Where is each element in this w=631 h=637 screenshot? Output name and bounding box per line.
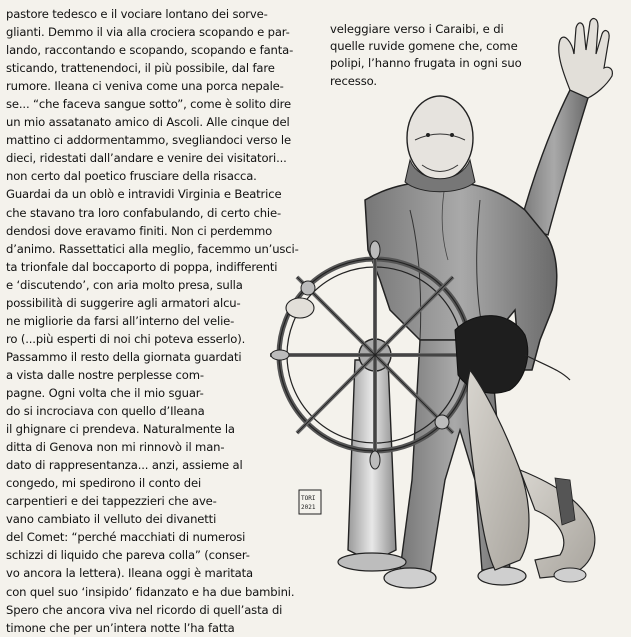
illustration-ship-wheel [270,10,631,621]
left-column-line: pagne. Ogni volta che il mio sguar- [6,385,204,400]
text-column-left [6,5,324,637]
left-column-line: sticando, trattenendoci, il più possibile, dal fare [6,61,275,76]
left-column-line: pastore tedesco e il vociare lontano dei sorve- [6,7,268,21]
left-column-line: dendosi dove eravamo finiti. Non ci perdemmo [6,223,273,238]
right-column-line: veleggiare verso i Caraibi, e di [330,22,504,36]
left-column-line: lando, raccontando e scopando, scopando e fanta- [6,43,294,58]
left-column-line: che stavano tra loro confabulando, di certo chie- [6,205,282,220]
raised-hand [559,19,613,98]
left-column-line: Spero che ancora viva nel ricordo di quell’asta di [6,602,283,617]
left-column-line: e ‘discutendo’, con aria molto presa, sulla [6,277,243,292]
left-column-line: un mio assatanato amico di Ascoli. Alle cinque del [6,115,290,130]
left-column-line: se... “che faceva sangue sotto”, come è solito dire [6,97,291,112]
left-column-line: timone che per un’intera notte l’ha fatta [6,620,235,635]
man-head [407,96,473,180]
right-column-line: quelle ruvide gomene che, come [330,39,518,54]
svg-text:TORI: TORI [301,495,316,502]
left-column-line: possibilità di suggerire agli armatori alcu- [6,295,241,310]
left-column-line: vano cambiato il velluto dei divanetti [6,512,217,527]
left-column-line: il ghignare ci prendeva. Naturalmente la [6,422,235,437]
left-column-line: schizzi di liquido che pareva colla” (conser- [6,548,250,563]
left-column-line: dieci, ridestati dall’andare e venire dei visitatori... [6,151,287,166]
left-column-line: Passammo il resto della giornata guardati [6,349,242,364]
left-column-line: vo ancora la lettera). Ileana oggi è maritata [6,566,253,581]
crouching-woman [455,316,595,582]
left-column-line: carpentieri e dei tappezzieri che ave- [6,494,217,509]
left-column-line: congedo, mi spedirono il conto dei [6,476,202,491]
left-column-line: ne migliorie da farsi all’interno del velie- [6,313,235,328]
svg-text:2021: 2021 [301,504,316,511]
left-column-line: del Comet: “perché macchiati di numerosi [6,530,246,545]
left-column-line: Guardai da un oblò e intravidi Virginia e Beatrice [6,187,282,202]
left-column-line: con quel suo ‘insipido’ fidanzato e ha due bambini. [6,584,295,599]
left-column-line: mattino ci addormentammo, svegliandoci verso le [6,133,291,148]
left-column-line: ditta di Genova non mi rinnovò il man- [6,440,225,455]
left-column-line: dato di rappresentanza... anzi, assieme al [6,458,243,473]
left-column-line: glianti. Demmo il via alla crociera scopando e par- [6,25,290,40]
left-column-line: rumore. Ileana ci veniva come una porca nepale- [6,79,284,94]
left-column-line: a vista dalle nostre perplesse com- [6,367,204,382]
left-column-line: ta trionfale dal boccaporto di poppa, indifferenti [6,259,278,274]
left-column-line: do si incrociava con quello d’Ileana [6,404,205,419]
right-column-line: recesso. [330,73,378,88]
left-column-line: non certo dal poetico frusciare della risacca. [6,169,257,184]
raised-arm [520,90,588,235]
left-column-line: d’animo. Rassettatici alla meglio, facemmo un’usci- [6,241,299,256]
right-column-line: polipi, l’hanno frugata in ogni suo [330,56,522,71]
text-column-right [330,21,535,90]
left-column-line: ro (...più esperti di noi chi poteva esserlo). [6,331,246,346]
